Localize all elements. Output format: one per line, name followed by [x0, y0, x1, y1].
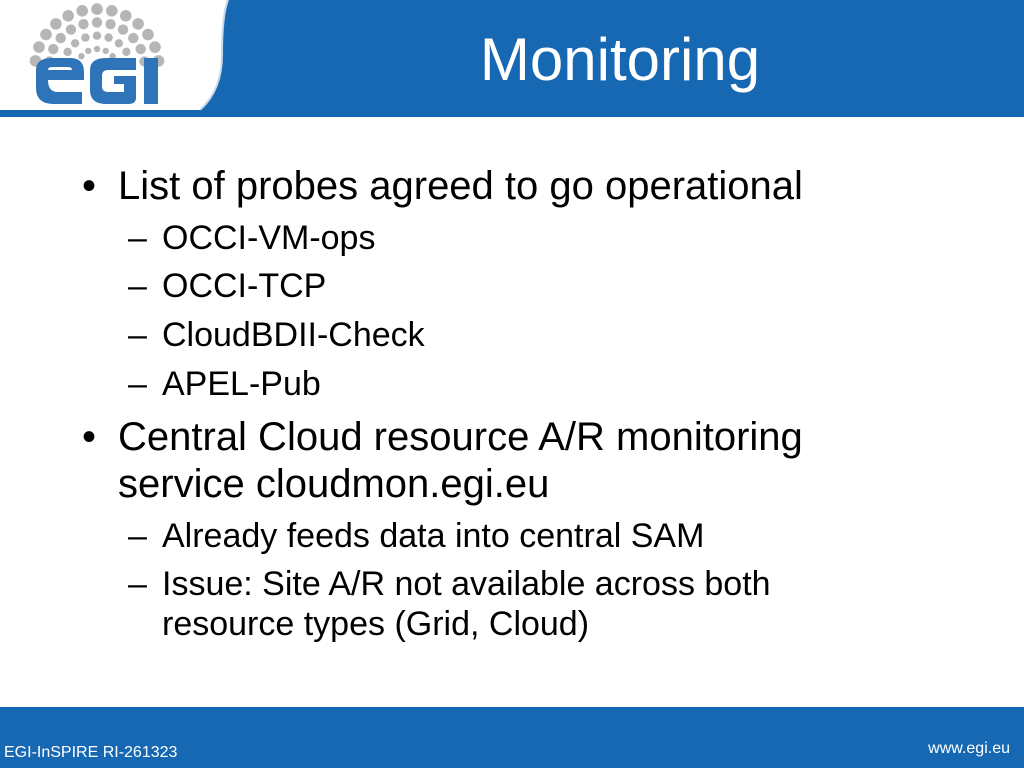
- sub-item-text: Already feeds data into central SAM: [162, 517, 705, 555]
- bullet-icon: •: [82, 164, 97, 208]
- bullet-text: List of probes agreed to go operational: [118, 164, 803, 208]
- dash-icon: –: [128, 517, 147, 555]
- dash-icon: –: [128, 219, 147, 257]
- footer-website-link[interactable]: www.egi.eu: [928, 740, 1010, 757]
- sub-item: [128, 266, 327, 306]
- bullet-text-continuation: [118, 461, 549, 507]
- slide-title: Monitoring: [479, 26, 761, 93]
- bullet-icon: •: [82, 415, 97, 459]
- sub-item: [128, 364, 321, 404]
- bullet-text: Central Cloud resource A/R monitoring: [118, 415, 803, 459]
- sub-item-continuation: [162, 604, 589, 644]
- sub-item-text: resource types (Grid, Cloud): [162, 605, 590, 643]
- sub-item-text: Issue: Site A/R not available across both: [162, 565, 771, 603]
- sub-item-text: OCCI-TCP: [162, 267, 327, 305]
- dash-icon: –: [128, 267, 147, 305]
- sub-item-text: APEL-Pub: [162, 365, 321, 403]
- bullet-item: [82, 414, 803, 460]
- sub-item-text: CloudBDII-Check: [162, 316, 425, 354]
- dash-icon: –: [128, 365, 147, 403]
- dash-icon: –: [128, 565, 147, 603]
- bullet-item: [82, 163, 803, 209]
- sub-item-text: OCCI-VM-ops: [162, 219, 376, 257]
- sub-item: [128, 218, 376, 258]
- footer-band: [0, 707, 1024, 768]
- sub-item: [128, 315, 425, 355]
- dash-icon: –: [128, 316, 147, 354]
- bullet-text: service cloudmon.egi.eu: [118, 462, 550, 506]
- sub-item: [128, 516, 705, 556]
- footer-project-id: EGI-InSPIRE RI-261323: [4, 744, 178, 761]
- sub-item: [128, 564, 771, 604]
